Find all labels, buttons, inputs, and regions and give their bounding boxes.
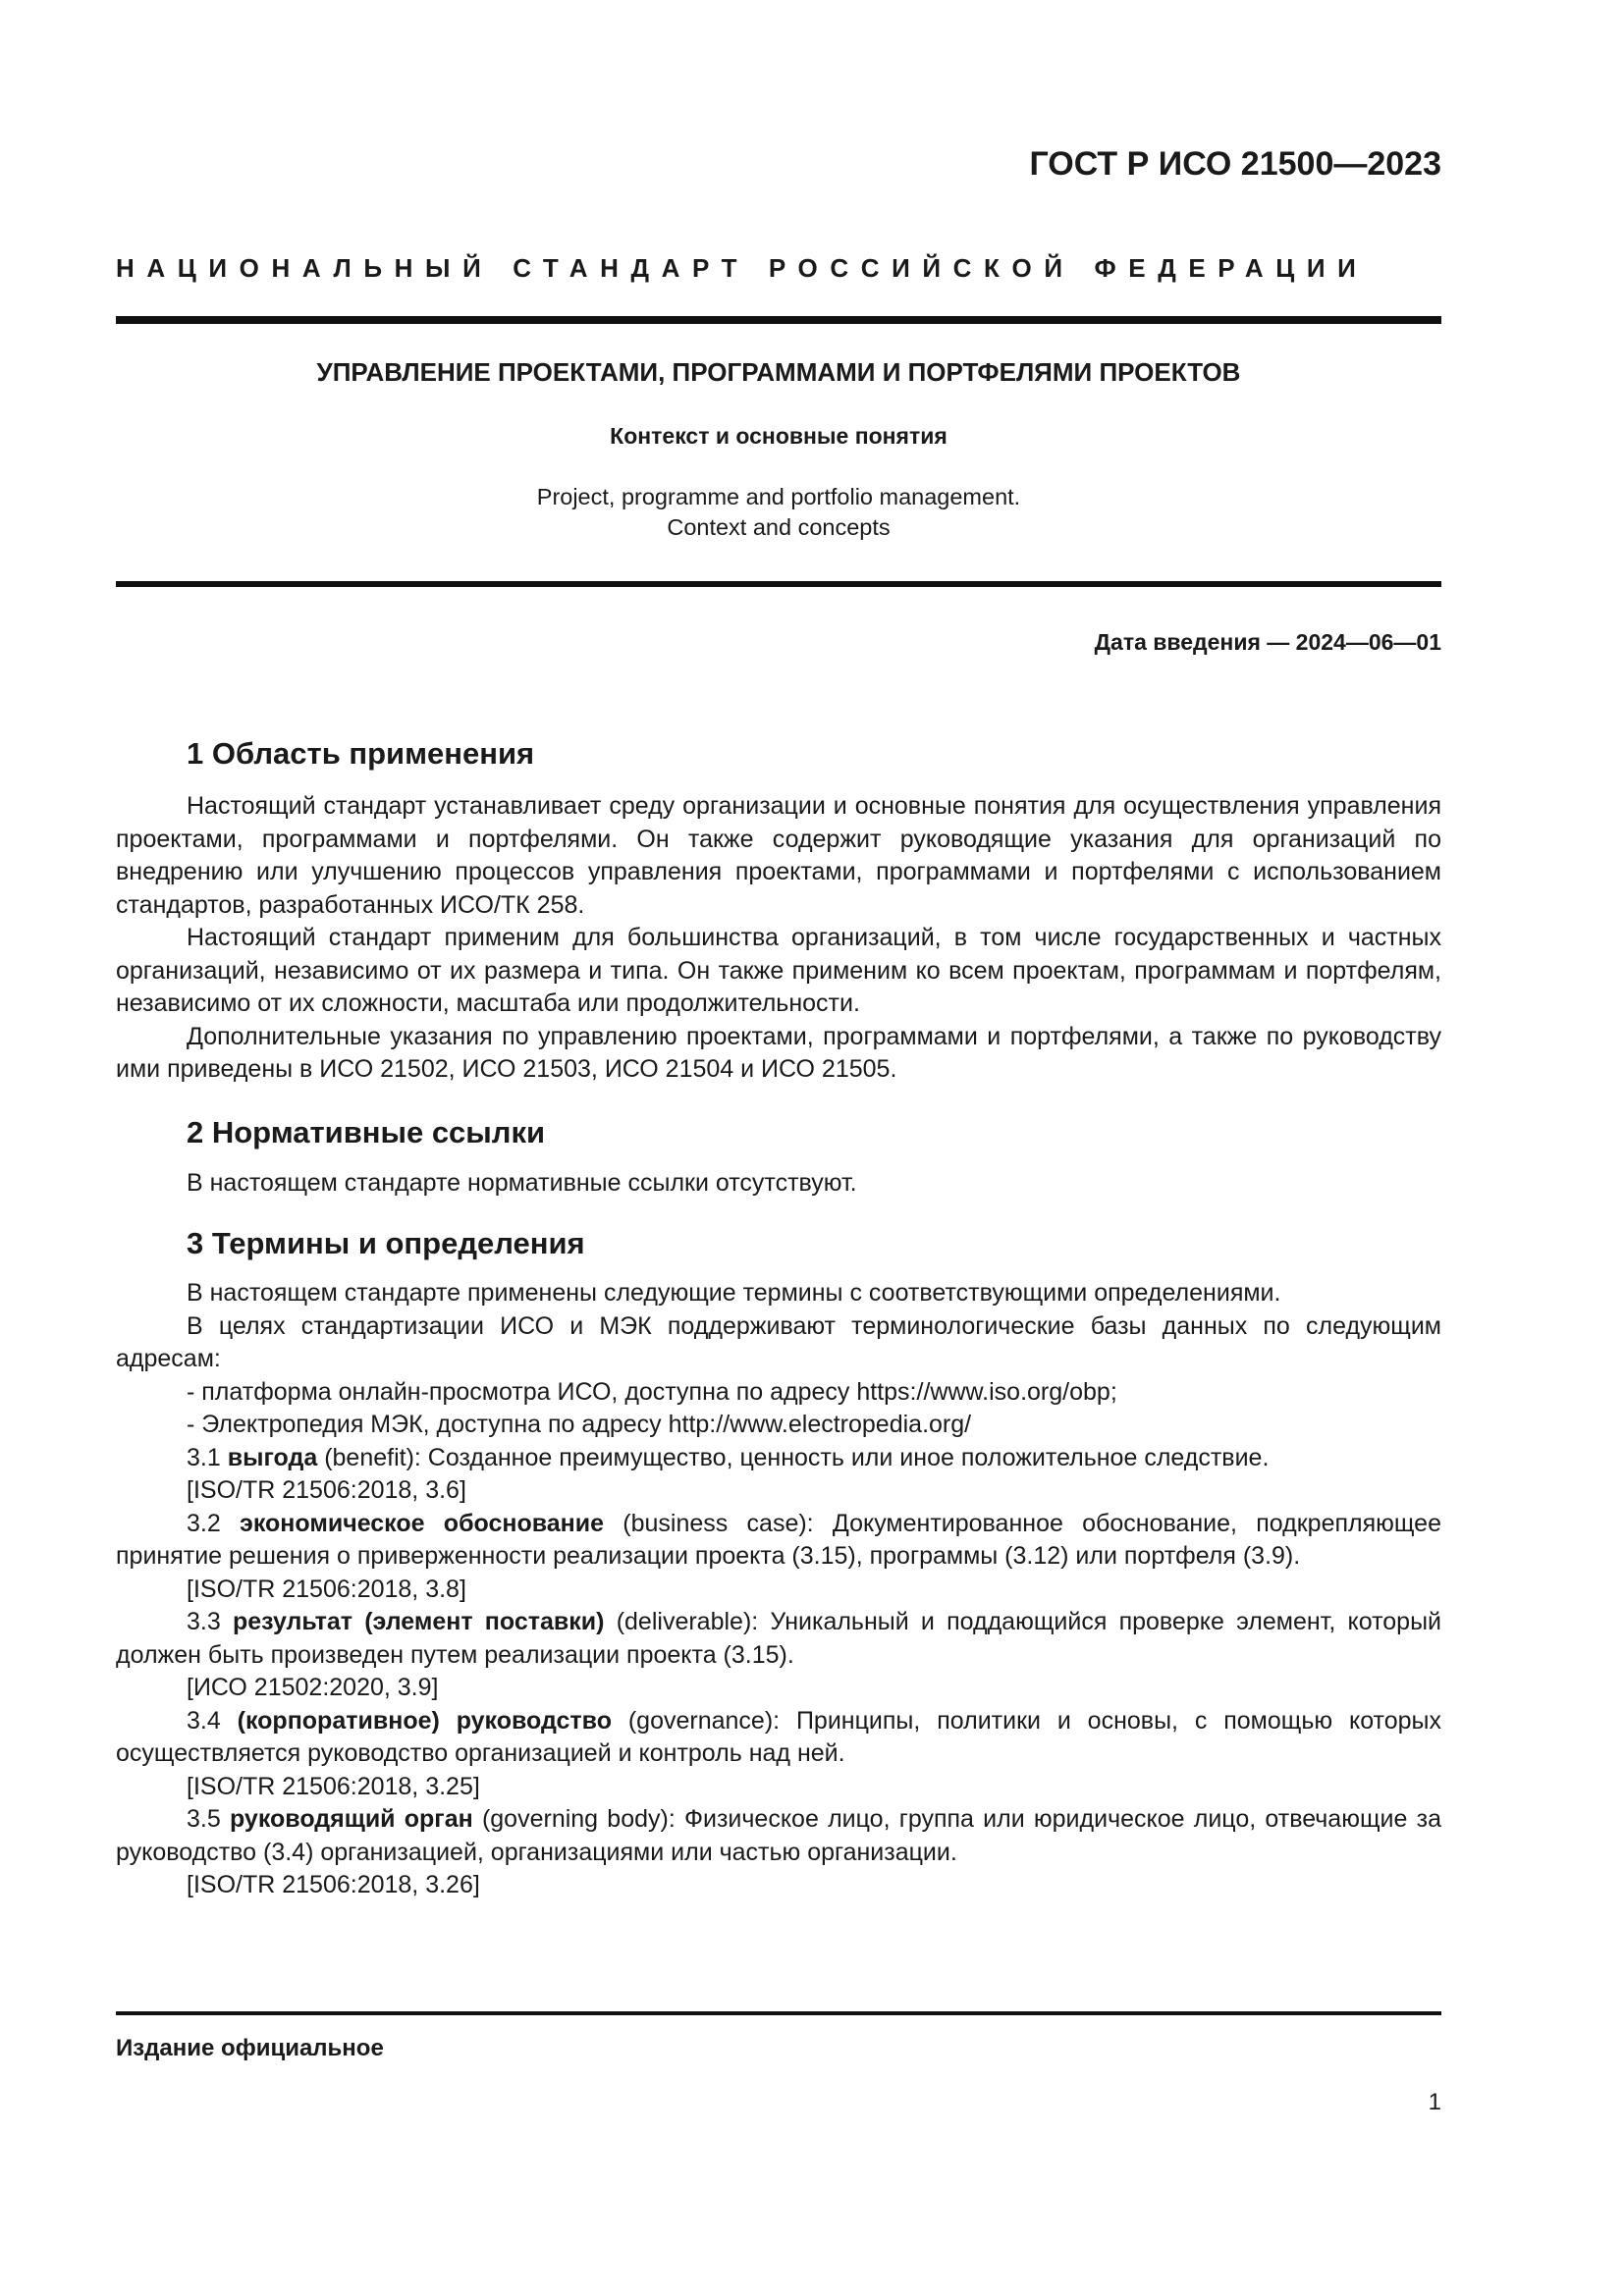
term-name: результат (элемент поставки) <box>233 1608 605 1635</box>
term-name: руководящий орган <box>229 1805 473 1833</box>
list-item: - платформа онлайн-просмотра ИСО, доступна по адресу https://www.iso.org/obp; <box>187 1377 1117 1406</box>
term-definition: (business case): Документированное обоснование, подкрепляющее принятие решения о приверженности реализации проекта (3.15), программы (3.12) или портфеля (3.9). <box>116 1509 1441 1570</box>
term-number: 3.2 <box>187 1509 221 1537</box>
term-definition: (benefit): Созданное преимущество, ценность или иное положительное следствие. <box>317 1443 1270 1471</box>
document-title: УПРАВЛЕНИЕ ПРОЕКТАМИ, ПРОГРАММАМИ И ПОРТФЕЛЯМИ ПРОЕКТОВ <box>316 357 1241 387</box>
term-number: 3.3 <box>187 1608 221 1635</box>
term-name: (корпоративное) руководство <box>237 1706 612 1735</box>
term-source: [ISO/TR 21506:2018, 3.6] <box>187 1476 466 1504</box>
term-entry <box>116 1508 1441 1574</box>
term-name: выгода <box>227 1443 318 1471</box>
term-name: экономическое обоснование <box>240 1509 605 1537</box>
term-entry <box>116 1705 1441 1771</box>
english-title-line-1: Project, programme and portfolio management. <box>536 484 1021 509</box>
paragraph: В настоящем стандарте нормативные ссылки отсутствуют. <box>187 1168 857 1197</box>
english-title-line-2: Context and concepts <box>667 514 891 540</box>
paragraph: Настоящий стандарт применим для большинства организаций, в том числе государственных и частных организаций, независимо от их размера и типа. Он также применим ко всем проектам, программам и портфелям, независимо от их сложности, масштаба или продолжительности. <box>116 924 1441 1017</box>
term-entry <box>116 1803 1441 1869</box>
official-edition-label: Издание официальное <box>116 2035 384 2061</box>
title-divider <box>116 581 1441 587</box>
term-definition: (deliverable): Уникальный и поддающийся проверке элемент, который должен быть произведен путем реализации проекта (3.15). <box>116 1608 1441 1669</box>
term-source: [ИСО 21502:2020, 3.9] <box>187 1674 439 1701</box>
term-definition: (governance): Принципы, политики и основы, с помощью которых осуществляется руководство организацией и контроль над ней. <box>116 1706 1441 1767</box>
standard-number: ГОСТ Р ИСО 21500—2023 <box>1029 145 1441 183</box>
paragraph: В целях стандартизации ИСО и МЭК поддерживают терминологические базы данных по следующим адресам: <box>116 1311 1441 1372</box>
term-number: 3.1 <box>187 1443 221 1471</box>
document-subtitle: Контекст и основные понятия <box>610 423 947 449</box>
term-entry <box>116 1606 1441 1672</box>
page-number: 1 <box>1428 2089 1441 2115</box>
paragraph: Дополнительные указания по управлению проектами, программами и портфелями, а также по руководству ими приведены в ИСО 21502, ИСО 21503, ИСО 21504 и ИСО 21505. <box>116 1022 1441 1083</box>
footer-divider <box>116 2011 1441 2015</box>
top-divider <box>116 316 1441 324</box>
english-title <box>116 482 1441 543</box>
term-source: [ISO/TR 21506:2018, 3.25] <box>187 1772 480 1800</box>
list-item: - Электропедия МЭК, доступна по адресу http://www.electropedia.org/ <box>187 1411 972 1438</box>
document-body <box>116 734 1441 1902</box>
section-heading-normative-references: 2 Нормативные ссылки <box>187 1114 546 1149</box>
section-heading-scope: 1 Область применения <box>187 736 535 771</box>
introduction-date: Дата введения — 2024—06—01 <box>1094 629 1441 655</box>
term-number: 3.5 <box>187 1805 221 1833</box>
term-number: 3.4 <box>187 1706 221 1735</box>
paragraph: В настоящем стандарте применены следующие термины с соответствующими определениями. <box>187 1279 1281 1307</box>
term-source: [ISO/TR 21506:2018, 3.26] <box>187 1871 480 1898</box>
term-source: [ISO/TR 21506:2018, 3.8] <box>187 1575 466 1603</box>
section-heading-terms: 3 Термины и определения <box>187 1226 585 1260</box>
term-definition: (governing body): Физическое лицо, группа или юридическое лицо, отвечающие за руководство (3.4) организацией, организациями или частью организации. <box>116 1805 1441 1866</box>
term-entry <box>116 1442 1441 1475</box>
paragraph: Настоящий стандарт устанавливает среду организации и основные понятия для осуществления управления проектами, программами и портфелями. Он также содержит руководящие указания для организаций по внедрению или улучшению процессов управления проектами, программами и портфелями с использованием стандартов, разработанных ИСО/ТК 258. <box>116 792 1441 919</box>
national-standard-banner: НАЦИОНАЛЬНЫЙ СТАНДАРТ РОССИЙСКОЙ ФЕДЕРАЦИИ <box>116 253 1369 283</box>
